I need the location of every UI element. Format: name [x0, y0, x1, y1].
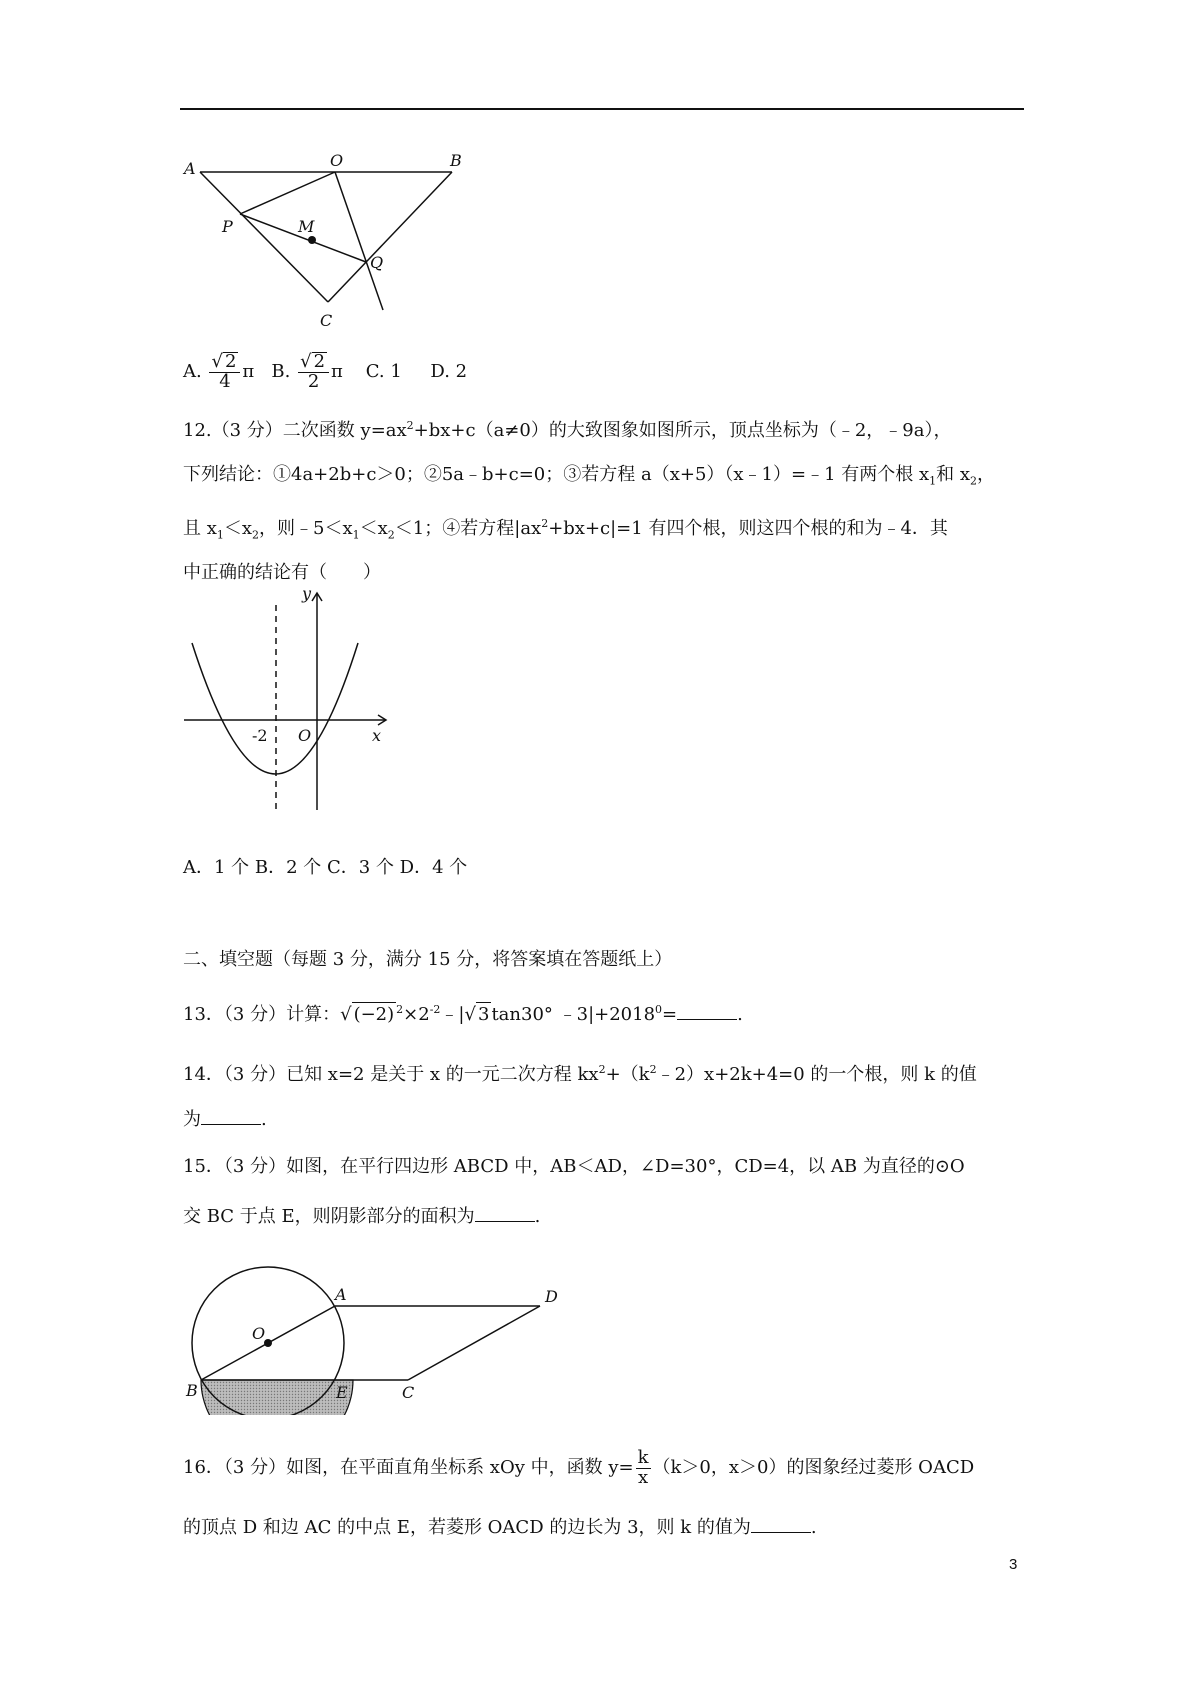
fig15-label-o: O — [252, 1324, 266, 1343]
fig15-label-b: B — [186, 1381, 198, 1400]
figure-q15-parallelogram-circle — [180, 1255, 580, 1415]
q15-line-1: 15．（3 分）如图，在平行四边形 ABCD 中，AB＜AD，∠D=30°，CD=4，以 AB 为直径的⊙O — [183, 1156, 965, 1177]
q12-line-4: 中正确的结论有（ ） — [183, 562, 381, 583]
fig11-label-p: P — [222, 217, 233, 236]
answer-blank-16[interactable] — [751, 1514, 811, 1533]
figure-q11-triangle — [180, 150, 470, 330]
fig12-label-y: y — [302, 585, 312, 603]
q14-line-1: 14．（3 分）已知 x=2 是关于 x 的一元二次方程 $kx^2+(k^2﹣2)x+2k+4=0$ 的一个根，则 k 的值 — [183, 1063, 977, 1085]
q14-line-2: 为 . — [183, 1106, 267, 1132]
q12-line-1: 12.（3 分）二次函数 $y=ax^2+bx+c(a\ne 0)$的大致图象如图所示，顶点坐标为（﹣2，﹣9a）， — [183, 419, 952, 441]
fig15-label-e: E — [336, 1383, 348, 1402]
fig12-label-o: O — [298, 726, 312, 745]
answer-blank-15[interactable] — [475, 1203, 535, 1222]
q12-line-2: 下列结论：①4a+2b+c＞0；②5a﹣b+c=0；③若方程 a（x+5）（x﹣1）=﹣1 有两个根 $x_1$和 $x_2$， — [183, 464, 996, 488]
fig15-label-c: C — [402, 1383, 415, 1402]
fig11-label-o: O — [330, 151, 344, 170]
q16-fraction: $\frac{k}{x}$ — [637, 1446, 649, 1488]
fig11-label-m: M — [298, 217, 315, 236]
fig15-label-a: A — [335, 1285, 347, 1304]
q16-line-1: 16．（3 分）如图，在平面直角坐标系 xOy 中，函数 y= $\frac{k}{x}$ （k＞0，x＞0）的图象经过菱形 OACD — [183, 1446, 975, 1488]
fig12-label-neg2: -2 — [252, 726, 268, 745]
q16-line-2: 的顶点 D 和边 AC 的中点 E，若菱形 OACD 的边长为 3，则 k 的值为 . — [183, 1514, 817, 1540]
answer-blank-14[interactable] — [201, 1106, 261, 1125]
fig11-label-q: Q — [370, 253, 384, 272]
q15-line-2: 交 BC 于点 E，则阴影部分的面积为 . — [183, 1203, 540, 1229]
fig11-label-b: B — [450, 151, 462, 170]
q12-line-3: 且 $x_1<x_2$，则$﹣5<x_1<x_2<1$；④若方程$|ax^2+bx+c|=1$ 有四个根，则这四个根的和为﹣4．其 — [183, 517, 948, 542]
page-number: 3 — [1009, 1556, 1018, 1573]
fig12-label-x: x — [372, 726, 382, 745]
figure-q12-parabola — [180, 585, 395, 815]
q11-options: A. $\frac{√ 2}{4}$ π B. $\frac{√ 2}{2}$ π C. 1 D. 2 — [183, 351, 468, 392]
fig15-label-d: D — [545, 1287, 558, 1306]
fig11-label-a: A — [184, 159, 196, 178]
option-a-fraction: $\frac{√ 2}{4}$ — [209, 352, 240, 392]
option-b-fraction: $\frac{√ 2}{2}$ — [298, 352, 329, 392]
fig11-label-c: C — [320, 311, 333, 330]
q13-line: 13．（3 分）计算：√ (−2) $^2\times 2^{-2}﹣|√$ 3 tan30° $﹣3|+2018^0=$ . — [183, 1003, 743, 1025]
header-rule — [180, 108, 1024, 110]
answer-blank-13[interactable] — [677, 1001, 737, 1020]
section-2-heading: 二、填空题（每题 3 分，满分 15 分，将答案填在答题纸上） — [183, 949, 673, 970]
q12-options: A．1 个 B．2 个 C．3 个 D．4 个 — [183, 857, 468, 878]
